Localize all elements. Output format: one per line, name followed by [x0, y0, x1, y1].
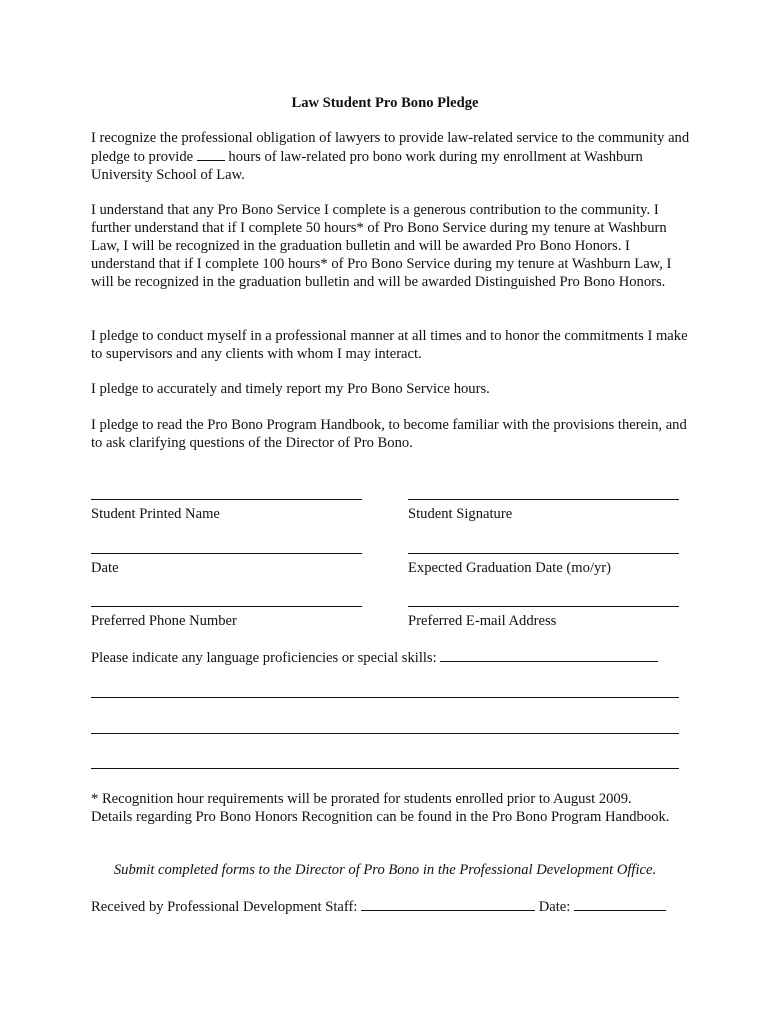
skills-line[interactable]	[440, 648, 658, 662]
skills-extra-line-3[interactable]	[91, 768, 679, 769]
phone-label: Preferred Phone Number	[91, 613, 237, 629]
received-date-label: Date:	[538, 899, 571, 915]
skills-extra-line-1[interactable]	[91, 697, 679, 698]
received-by-label: Received by Professional Development Staff:	[91, 899, 358, 915]
pledge-hours-text-after: hours of law-related pro bono work during my enrollment at Washburn University School of Law.	[91, 149, 643, 183]
received-date-line[interactable]	[574, 897, 666, 911]
pledge-paragraph-hours	[91, 129, 691, 184]
honors-paragraph: I understand that any Pro Bono Service I complete is a generous contribution to the community. I further understand that if I complete 50 hours* of Pro Bono Service during my tenure at Washburn Law, I will be recognized in the graduation bulletin and will be awarded Pro Bono Honors. I understand that if I complete 100 hours* of Pro Bono Service during my tenure at Washburn Law, I will be recognized in the graduation bulletin and will be awarded Distinguished Pro Bono Honors.	[91, 202, 672, 290]
date-line[interactable]	[91, 553, 362, 554]
student-signature-label: Student Signature	[408, 506, 513, 522]
email-label: Preferred E-mail Address	[408, 613, 557, 629]
student-printed-name-line[interactable]	[91, 499, 362, 500]
reporting-paragraph: I pledge to accurately and timely report my Pro Bono Service hours.	[91, 381, 490, 397]
expected-graduation-line[interactable]	[408, 553, 679, 554]
received-by-row	[91, 897, 666, 916]
expected-graduation-label: Expected Graduation Date (mo/yr)	[408, 560, 612, 576]
student-printed-name-label: Student Printed Name	[91, 506, 220, 522]
pledge-hours-blank[interactable]	[197, 147, 225, 161]
received-by-line[interactable]	[361, 897, 535, 911]
student-signature-line[interactable]	[408, 499, 679, 500]
skills-prompt: Please indicate any language proficiencies or special skills:	[91, 650, 437, 666]
pledge-hours-text-before: I recognize the professional obligation of lawyers to provide law-related service to the community and pledge to provide	[91, 130, 690, 165]
recognition-footnote: * Recognition hour requirements will be prorated for students enrolled prior to August 2009. Details regarding Pro Bono Honors Recognition can be found in the Pro Bono Program Handbook.	[91, 791, 670, 825]
skills-row	[91, 648, 658, 667]
skills-extra-line-2[interactable]	[91, 733, 679, 734]
email-line[interactable]	[408, 606, 679, 607]
handbook-paragraph: I pledge to read the Pro Bono Program Handbook, to become familiar with the provisions therein, and to ask clarifying questions of the Director of Pro Bono.	[91, 417, 687, 451]
document-title: Law Student Pro Bono Pledge	[291, 95, 479, 111]
date-label: Date	[91, 560, 119, 576]
phone-line[interactable]	[91, 606, 362, 607]
conduct-paragraph: I pledge to conduct myself in a professional manner at all times and to honor the commitments I make to supervisors and any clients with whom I may interact.	[91, 328, 688, 362]
submit-instructions: Submit completed forms to the Director of Pro Bono in the Professional Development Office.	[113, 862, 657, 878]
